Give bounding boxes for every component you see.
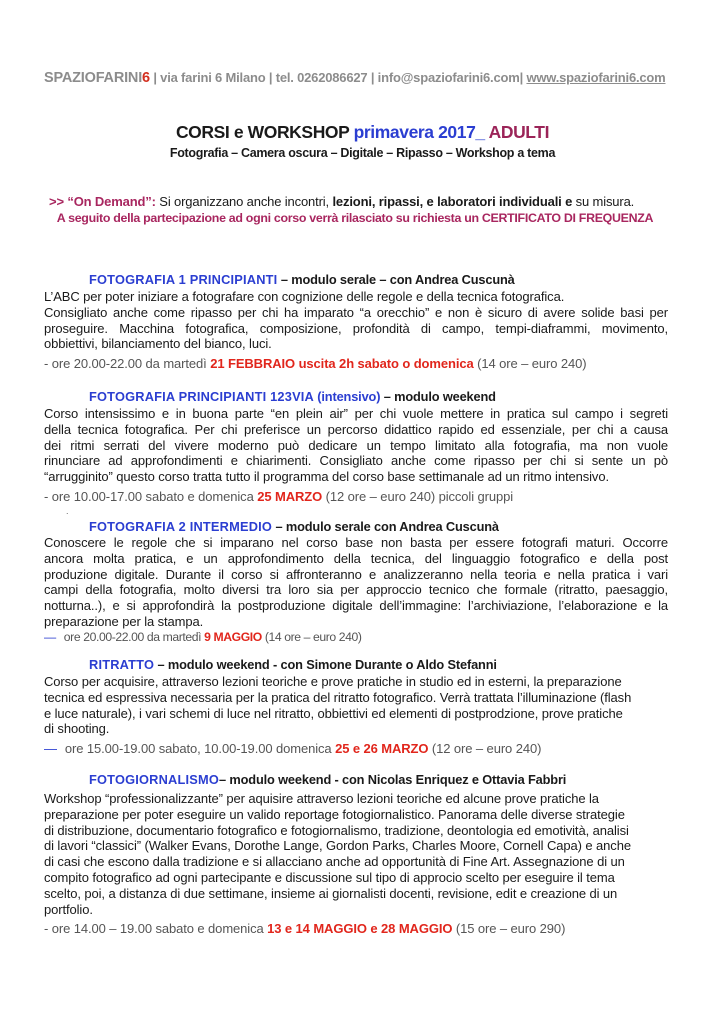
course-schedule [44, 630, 668, 644]
course-name: FOTOGRAFIA PRINCIPIANTI 123VIA [89, 389, 318, 404]
schedule-time: ore 15.00-19.00 sabato, 10.00-19.00 domenica [64, 741, 336, 757]
description-line: tecnica ed espressiva necessaria per la pratica del ritratto fotografico. Verrà trattata l’illuminazione (flash [44, 689, 632, 705]
description-line: produzione digitale. Durante il corso si affronteranno e analizzeranno nella teoria e nella pratica i vari [44, 566, 668, 582]
page-subtitle: Fotografia – Camera oscura – Digitale – Ripasso – Workshop a tema [169, 146, 556, 160]
course-schedule [44, 741, 668, 756]
description-line: “arrugginito” questo corso tratta tutto il programma del corso base settimanale ad un ritmo intensivo. [44, 469, 609, 485]
description-line: Consigliato anche come ripasso per chi ha imparato “a orecchio” e non è sicuro di avere solide basi per [44, 304, 668, 320]
contact-details: | via farini 6 Milano | tel. 0262086627 | info@spaziofarini6.com| [149, 70, 527, 85]
schedule-date: 25 MARZO [257, 488, 323, 504]
description-line: obbiettivi, bilanciamento del bianco, luci. [44, 336, 272, 352]
title-part-3: ADULTI [488, 122, 550, 142]
description-line: Conoscere le regole che si imparano nel corso base non basta per essere fotografi maturi. Occorre [44, 535, 668, 550]
schedule-dash: — [44, 629, 56, 644]
description-line: di casi che escono dalla tradizione e si allacciano anche ad opportunità di Fine Art. Assegnazione di un [44, 854, 625, 870]
schedule-date: 9 MAGGIO [204, 629, 262, 644]
on-demand-note [49, 194, 634, 209]
on-demand-bold: lezioni, ripassi, e laboratori individuali e [332, 194, 573, 209]
course-module: – modulo serale – con Andrea Cuscunà [277, 272, 515, 287]
description-line: della tecnica fotografica. Per chi preferisce un percorso didattico rapido ed essenziale, per chi a causa [44, 421, 668, 437]
certificate-note: A seguito della partecipazione ad ogni corso verrà rilasciato su richiesta un CERTIFICATO DI FREQUENZA [56, 211, 654, 225]
course-schedule [44, 489, 668, 504]
page-title [0, 122, 725, 143]
on-demand-text-2: su misura. [572, 194, 635, 209]
course-description [44, 289, 668, 352]
course-title [89, 389, 668, 404]
schedule-date: 13 e 14 MAGGIO e 28 MAGGIO [267, 921, 453, 937]
on-demand-text-1: Si organizzano anche incontri, [155, 194, 333, 209]
description-line: Corso intensissimo e in buona parte “en plein air” per chi vuole mettere in pratica sul campo i segreti [44, 406, 668, 421]
course-ritratto [44, 657, 668, 756]
course-module: – modulo weekend - con Nicolas Enriquez e Ottavia Fabbri [219, 772, 567, 787]
course-schedule [44, 921, 668, 936]
course-description [44, 791, 668, 917]
course-description [44, 674, 668, 737]
course-fotografia-2 [44, 519, 668, 644]
description-line: compito fotografico ad ogni partecipante e discussione sul tipo di approcio scelto per eseguire il tema [44, 869, 615, 885]
description-line: scelto, poi, a distanza di due settimane, insieme ai giornalisti docenti, revisione, edit e creazione di un [44, 885, 618, 901]
on-demand-label: >> “On Demand”: [49, 194, 156, 209]
course-description [44, 535, 668, 630]
schedule-date: 21 FEBBRAIO uscita 2h sabato o domenica [210, 356, 474, 372]
title-part-2: primavera 2017_ [353, 122, 489, 142]
contact-header [44, 70, 666, 86]
course-title [89, 657, 668, 672]
schedule-time: - ore 14.00 – 19.00 sabato e domenica [44, 921, 268, 937]
description-line: di lavori “classici” (Walker Evans, Dorothe Lange, Gordon Parks, Charles Moore, Cornell Capa) e anche [44, 838, 631, 854]
course-name: FOTOGIORNALISMO [89, 772, 220, 787]
description-line: portfolio. [44, 901, 93, 917]
description-line: di shooting. [44, 721, 110, 737]
description-line: e luce naturale), i vari schemi di luce nel ritratto, obbiettivi ed elementi di postprodzione, prove pratiche [44, 705, 623, 721]
brand-name: SPAZIOFARINI [44, 70, 143, 86]
description-line: rinunciare ad approfondimenti e chiarimenti. Consigliato anche come ripasso per chi si sente un pò [44, 453, 668, 469]
description-line: preparazione per poter eseguire un valido reportage fotogiornalistico. Panorama delle diverse strategie [44, 806, 625, 822]
description-line: di distribuzione, documentario fotografico e fotogiornalismo, tradizione, deontologia ed emotività, analisi [44, 822, 629, 838]
course-module: – modulo serale con Andrea Cuscunà [272, 519, 499, 534]
description-line: ancora molta pratica, e un approfondimento della tecnica, del linguaggio fotografico e della post [44, 550, 668, 566]
course-title [89, 772, 668, 787]
schedule-time: ore 20.00-22.00 da martedì [63, 629, 205, 644]
schedule-time: - ore 20.00-22.00 da martedì [44, 356, 211, 372]
schedule-time: - ore 10.00-17.00 sabato e domenica [44, 488, 258, 504]
title-part-1: CORSI e WORKSHOP [175, 122, 354, 142]
description-line: L’ABC per poter iniziare a fotografare con cognizione delle regole e della tecnica fotografica. [44, 289, 565, 304]
stray-dot: . [66, 506, 69, 516]
description-line: dei ritmi serrati del vivere moderno può dedicare un tempo limitato alla fotografia, ma non vuole [44, 437, 668, 453]
schedule-info: (14 ore – euro 240) [473, 356, 587, 372]
schedule-info: (12 ore – euro 240) piccoli gruppi [322, 488, 514, 504]
description-line: preparazione per la stampa. [44, 613, 204, 629]
course-intensive-tag: (intensivo) [317, 389, 381, 404]
course-title [89, 272, 668, 287]
brand-number: 6 [142, 70, 150, 86]
course-description [44, 406, 668, 485]
description-line: campi della fotografia, molto diversi tra loro sia per approccio tecnico che formale (ritratto, paesaggio, [44, 582, 668, 598]
schedule-info: (14 ore – euro 240) [261, 629, 362, 644]
course-module: – modulo weekend - con Simone Durante o Aldo Stefanni [154, 657, 497, 672]
course-schedule [44, 356, 668, 371]
course-name: FOTOGRAFIA 2 INTERMEDIO [89, 519, 273, 534]
description-line: Corso per acquisire, attraverso lezioni teoriche e prove pratiche in studio ed in esterni, la preparazione [44, 674, 622, 689]
description-line: Workshop “professionalizzante” per aquisire attraverso lezioni teoriche ed alcune prove pratiche la [44, 791, 599, 806]
course-fotogiornalismo [44, 772, 668, 936]
description-line: proseguire. Macchina fotografica, composizione, profondità di campo, tempi-diaframmi, movimento, [44, 320, 668, 336]
course-principianti-123via [44, 389, 668, 504]
schedule-info: (12 ore – euro 240) [428, 741, 542, 757]
schedule-info: (15 ore – euro 290) [452, 921, 566, 937]
course-fotografia-1 [44, 272, 668, 371]
course-name: FOTOGRAFIA 1 PRINCIPIANTI [89, 272, 278, 287]
website-link[interactable]: www.spaziofarini6.com [526, 70, 666, 85]
course-name: RITRATTO [89, 657, 155, 672]
course-title [89, 519, 668, 534]
schedule-date: 25 e 26 MARZO [335, 741, 429, 757]
schedule-dash: — [44, 741, 57, 757]
course-module: – modulo weekend [380, 389, 496, 404]
description-line: notturna..), e si approfondirà la postproduzione digitale dell’immagine: l’archiviazione, l’elaborazione e la [44, 598, 668, 614]
